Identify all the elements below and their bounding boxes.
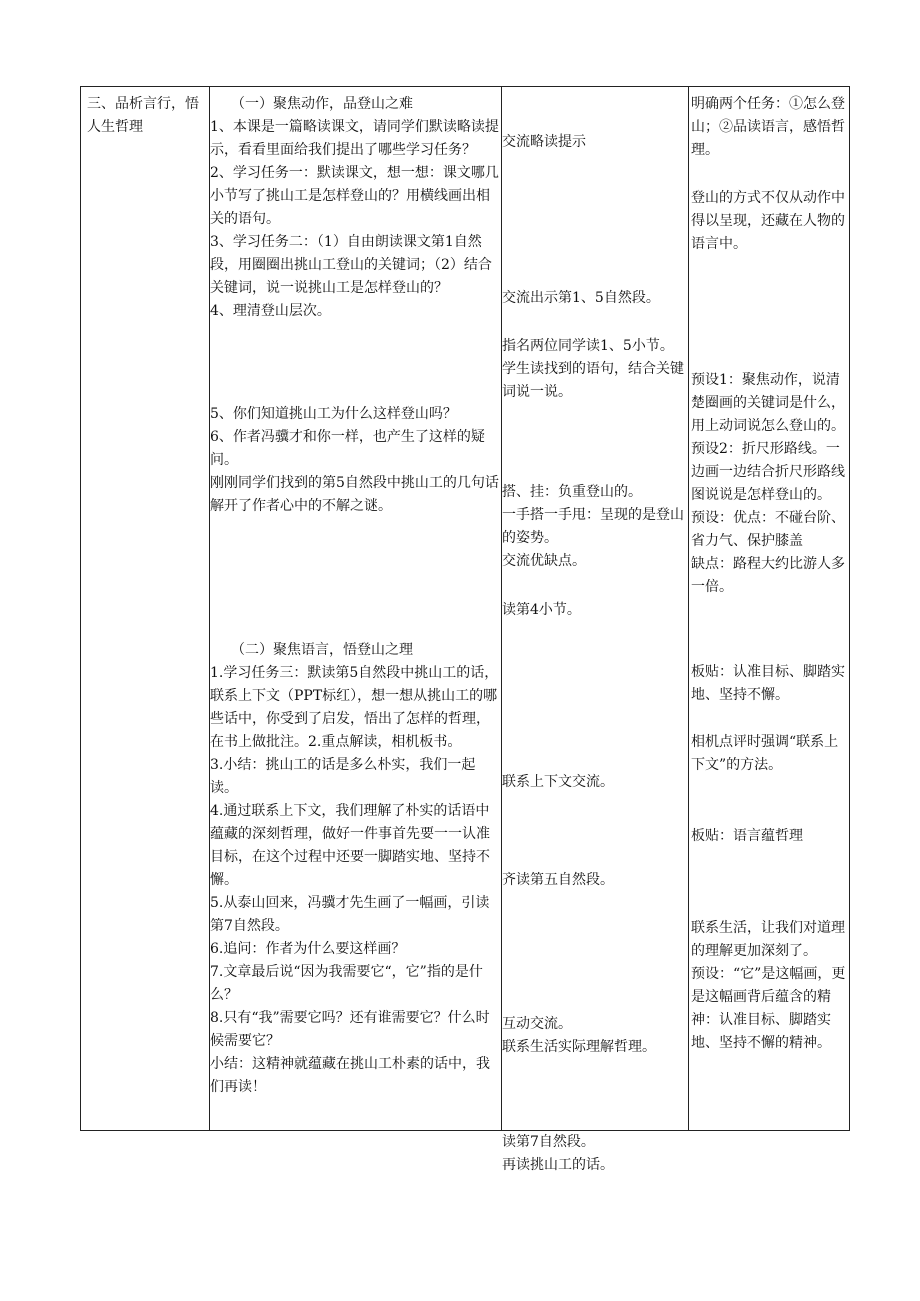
student-activity-block (502, 1013, 686, 1059)
design-intent-line: 板贴：认准目标、脚踏实地、坚持不懈。 (691, 664, 845, 703)
design-intent-block (691, 825, 849, 848)
lesson-plan-table (80, 86, 850, 1173)
teacher-activity-line: 6、作者冯骥才和你一样，也产生了这样的疑问。 (210, 429, 485, 468)
teacher-activity-line: 小结：这精神就蕴藏在挑山工朴素的话中，我们再读！ (210, 1056, 490, 1095)
student-activity-line: 学生读找到的语句，结合关键词说一说。 (502, 361, 684, 400)
student-activity-block (502, 1131, 686, 1177)
design-intent-line: 预设：“它”是这幅画，更是这幅画背后蕴含的精神：认准目标、脚踏实地、坚持不懈的精神。 (691, 966, 846, 1051)
design-intent-line: 预设：优点：不碰台阶、省力气、保护膝盖 (691, 510, 845, 549)
teacher-activity-line: 4、理清登山层次。 (210, 303, 331, 319)
teacher-activity-line: 4.通过联系上下文，我们理解了朴实的话语中蕴藏的深刻哲理，做好一件事首先要一一认准目标，在这个过程中还要一脚踏实地、坚持不懈。 (210, 803, 490, 888)
student-activity-block (502, 131, 686, 154)
design-intent-block (691, 917, 849, 1055)
student-activity-block (502, 287, 686, 310)
student-activity-cell (502, 87, 689, 1173)
student-activity-line: 搭、挂：负重登山的。 (502, 484, 642, 500)
design-intent-line: 缺点：路程大约比游人多一倍。 (691, 556, 845, 595)
student-activity-line: 再读挑山工的话。 (502, 1157, 614, 1173)
stage-cell (81, 87, 210, 1131)
design-intent-line: 预设1：聚焦动作，说清楚圈画的关键词是什么，用上动词说怎么登山的。 (691, 372, 845, 434)
design-intent-line: 预设2：折尺形路线。一边画一边结合折尺形路线图说说是怎样登山的。 (691, 441, 845, 503)
student-activity-line: 互动交流。 (502, 1016, 572, 1032)
design-intent-block (691, 187, 849, 256)
teacher-activity-block (210, 639, 499, 1099)
design-intent-line: 登山的方式不仅从动作中得以呈现，还藏在人物的语言中。 (691, 190, 845, 252)
student-activity-block (502, 599, 686, 622)
student-activity-block (502, 771, 686, 794)
design-intent-block (691, 93, 849, 162)
design-intent-cell (689, 87, 850, 1131)
table-row (81, 87, 850, 1131)
student-activity-line: 齐读第五自然段。 (502, 872, 614, 888)
teacher-activity-line: 8.只有“我”需要它吗？还有谁需要它？什么时候需要它？ (210, 1010, 490, 1049)
teacher-activity-block (210, 403, 499, 518)
teacher-activity-line: （一）聚焦动作，品登山之难 (210, 96, 413, 112)
student-activity-line: 读第4小节。 (502, 602, 581, 618)
student-activity-line: 联系上下文交流。 (502, 774, 614, 790)
teacher-activity-line: 1、本课是一篇略读课文，请同学们默读略读提示，看看里面给我们提出了哪些学习任务？ (210, 119, 499, 158)
teacher-activity-line: 6.追问：作者为什么要这样画？ (210, 941, 406, 957)
teacher-activity-line: 刚刚同学们找到的第5自然段中挑山工的几句话解开了作者心中的不解之谜。 (210, 475, 499, 514)
design-intent-line: 联系生活，让我们对道理的理解更加深刻了。 (691, 920, 845, 959)
teacher-activity-cell (210, 87, 502, 1131)
student-activity-block (502, 335, 686, 404)
design-intent-line: 明确两个任务：①怎么登山；②品读语言，感悟哲理。 (691, 96, 845, 158)
teacher-activity-line: 7.文章最后说“因为我需要它“，它”指的是什么？ (210, 964, 483, 1003)
student-activity-line: 一手搭一手甩：呈现的是登山的姿势。 (502, 507, 684, 546)
student-activity-line: 联系生活实际理解哲理。 (502, 1039, 656, 1055)
student-activity-line: 交流略读提示 (502, 134, 586, 150)
teacher-activity-line: 3、学习任务二：（1）自由朗读课文第1自然段，用圈圈出挑山工登山的关键词；（2）结合关键词，说一说挑山工是怎样登山的？ (210, 234, 492, 296)
student-activity-line: 交流优缺点。 (502, 553, 586, 569)
teacher-activity-line: 5.从泰山回来，冯骥才先生画了一幅画，引读第7自然段。 (210, 895, 490, 934)
student-activity-line: 指名两位同学读1、5小节。 (502, 338, 674, 354)
student-activity-block (502, 869, 686, 892)
design-intent-block (691, 661, 849, 707)
student-activity-block (502, 481, 686, 573)
student-activity-line: 读第7自然段。 (502, 1134, 595, 1150)
stage-title: 三、品析言行，悟人生哲理 (87, 96, 199, 135)
design-intent-line: 板贴：语言蕴哲理 (691, 828, 803, 844)
teacher-activity-line: （二）聚焦语言，悟登山之理 (210, 642, 413, 658)
design-intent-line: 相机点评时强调“联系上下文”的方法。 (691, 734, 839, 773)
teacher-activity-line: 5、你们知道挑山工为什么这样登山吗？ (210, 406, 457, 422)
design-intent-block (691, 369, 849, 599)
teacher-activity-block (210, 93, 499, 323)
design-intent-block (691, 731, 849, 777)
student-activity-line: 交流出示第1、5自然段。 (502, 290, 660, 306)
teacher-activity-line: 3.小结：挑山工的话是多么朴实，我们一起读。 (210, 757, 476, 796)
teacher-activity-line: 2、学习任务一：默读课文，想一想：课文哪几小节写了挑山工是怎样登山的？用横线画出相关的语句。 (210, 165, 499, 227)
teacher-activity-line: 1.学习任务三：默读第5自然段中挑山工的话，联系上下文（PPT标红），想一想从挑山工的哪些话中，你受到了启发，悟出了怎样的哲理，在书上做批注。2.重点解读，相机板书。 (210, 665, 499, 750)
